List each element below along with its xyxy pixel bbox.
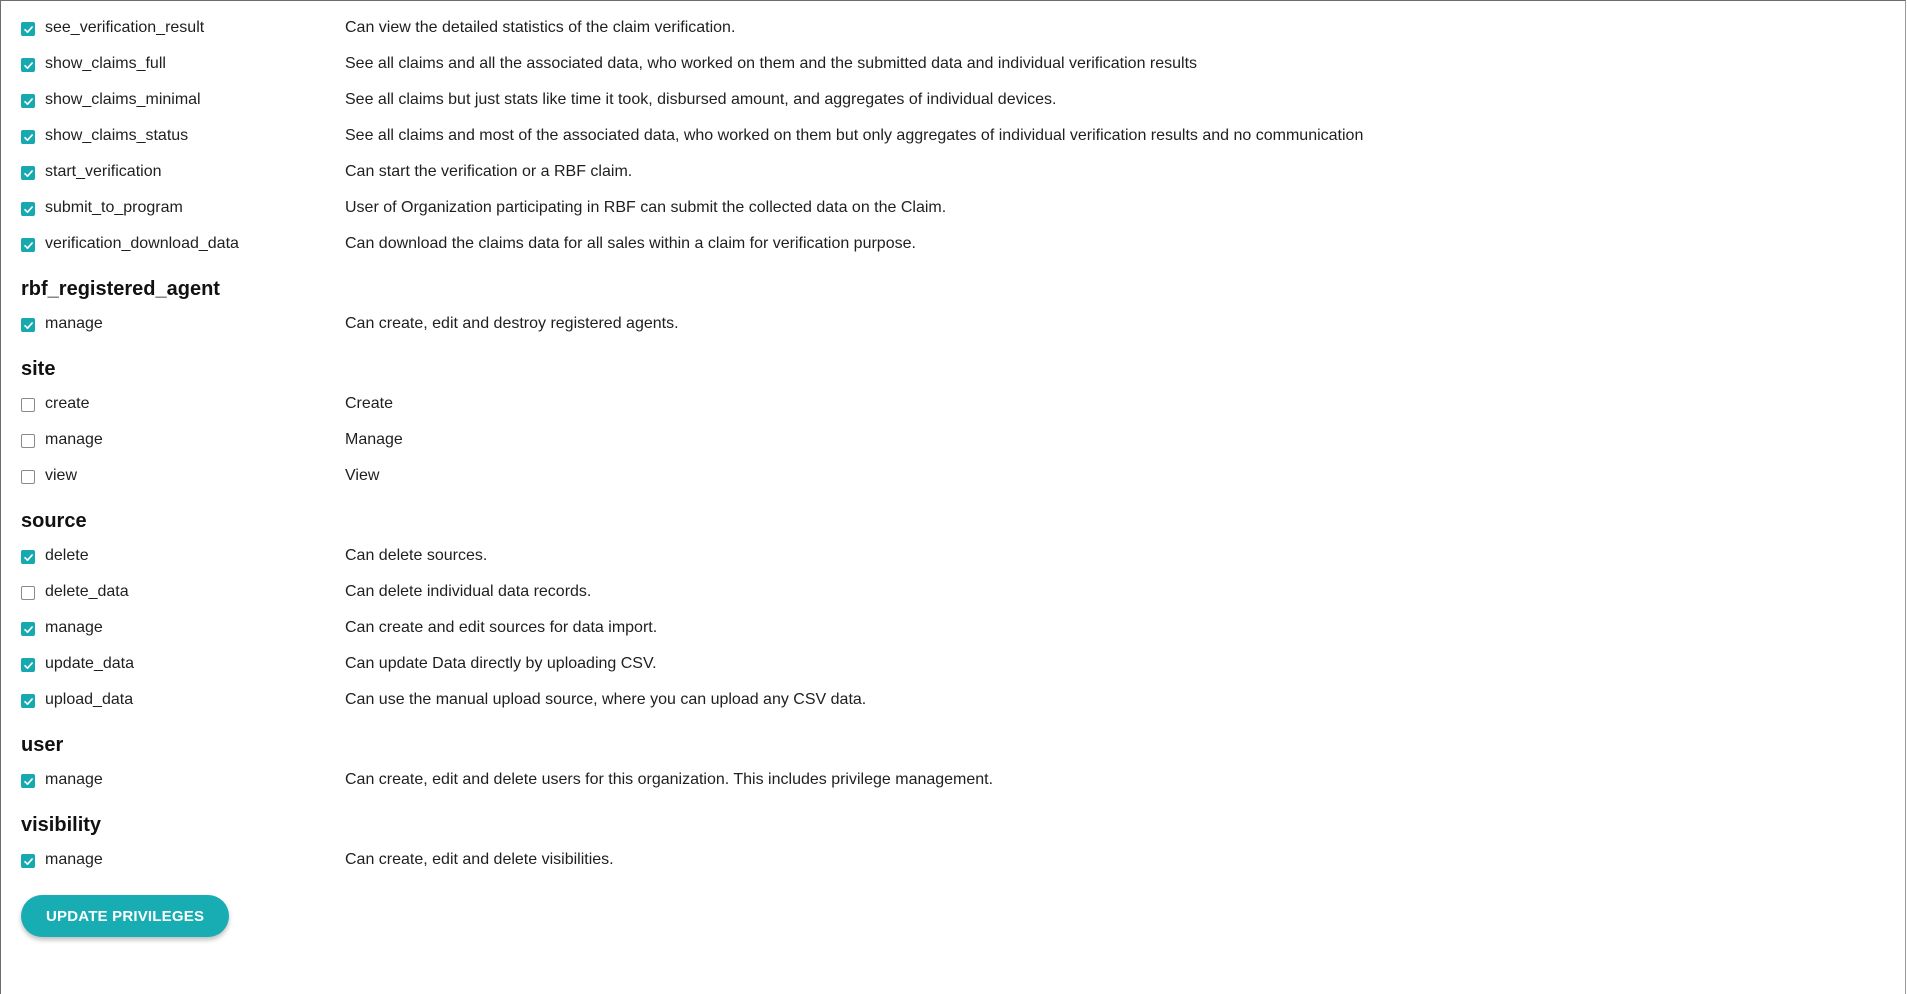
privilege-name[interactable]: show_claims_status	[45, 127, 189, 144]
privilege-checkbox[interactable]	[21, 586, 35, 600]
privilege-checkbox[interactable]	[21, 434, 35, 448]
check-icon	[23, 696, 34, 707]
privilege-checkbox[interactable]	[21, 22, 35, 36]
privilege-description: Can create and edit sources for data import.	[345, 619, 658, 636]
privilege-checkbox[interactable]	[21, 130, 35, 144]
check-icon	[23, 132, 34, 143]
privilege-name[interactable]: create	[45, 395, 90, 412]
privileges-list	[21, 10, 1881, 878]
privilege-description: Can delete sources.	[345, 547, 488, 564]
check-icon	[23, 776, 34, 787]
privilege-row	[21, 10, 1881, 46]
check-icon	[23, 856, 34, 867]
check-icon	[23, 624, 34, 635]
privilege-row	[21, 46, 1881, 82]
privilege-row	[21, 610, 1881, 646]
privilege-name[interactable]: start_verification	[45, 163, 162, 180]
privilege-name[interactable]: submit_to_program	[45, 199, 183, 216]
group-title: rbf_registered_agent	[21, 278, 220, 300]
privilege-description: Can update Data directly by uploading CSV.	[345, 655, 657, 672]
privilege-description: See all claims and all the associated data, who worked on them and the submitted data and individual verification results	[345, 55, 1198, 72]
privilege-row	[21, 190, 1881, 226]
privilege-row	[21, 306, 1881, 342]
check-icon	[23, 168, 34, 179]
privilege-group	[21, 10, 1881, 262]
privilege-group	[21, 354, 1881, 494]
privilege-group	[21, 730, 1881, 798]
privilege-name[interactable]: manage	[45, 771, 103, 788]
privilege-description: Can download the claims data for all sales within a claim for verification purpose.	[345, 235, 916, 252]
privilege-name[interactable]: view	[45, 467, 78, 484]
privilege-checkbox[interactable]	[21, 238, 35, 252]
privilege-row	[21, 842, 1881, 878]
privilege-name[interactable]: see_verification_result	[45, 19, 205, 36]
privilege-description: Create	[345, 395, 394, 412]
privilege-row	[21, 422, 1881, 458]
check-icon	[23, 204, 34, 215]
privilege-description: Can view the detailed statistics of the claim verification.	[345, 19, 736, 36]
privilege-name[interactable]: show_claims_minimal	[45, 91, 201, 108]
privilege-name[interactable]: manage	[45, 619, 103, 636]
privilege-description: User of Organization participating in RBF can submit the collected data on the Claim.	[345, 199, 947, 216]
privilege-checkbox[interactable]	[21, 854, 35, 868]
privilege-name[interactable]: delete	[45, 547, 89, 564]
privilege-checkbox[interactable]	[21, 774, 35, 788]
privilege-row	[21, 574, 1881, 610]
privilege-name[interactable]: upload_data	[45, 691, 134, 708]
privilege-checkbox[interactable]	[21, 694, 35, 708]
privilege-description: Can create, edit and delete visibilities.	[345, 851, 614, 868]
check-icon	[23, 24, 34, 35]
privilege-row	[21, 118, 1881, 154]
privilege-group	[21, 506, 1881, 718]
privilege-description: View	[345, 467, 380, 484]
group-title: site	[21, 358, 56, 380]
group-title: visibility	[21, 814, 102, 836]
privilege-row	[21, 386, 1881, 422]
privilege-name[interactable]: delete_data	[45, 583, 129, 600]
privilege-name[interactable]: manage	[45, 851, 103, 868]
privilege-group	[21, 274, 1881, 342]
privilege-checkbox[interactable]	[21, 94, 35, 108]
privilege-row	[21, 82, 1881, 118]
privilege-checkbox[interactable]	[21, 398, 35, 412]
privilege-checkbox[interactable]	[21, 622, 35, 636]
privilege-row	[21, 646, 1881, 682]
check-icon	[23, 60, 34, 71]
privilege-checkbox[interactable]	[21, 318, 35, 332]
privilege-name[interactable]: manage	[45, 431, 103, 448]
privilege-checkbox[interactable]	[21, 202, 35, 216]
privilege-row	[21, 154, 1881, 190]
privilege-description: Can start the verification or a RBF claim.	[345, 163, 633, 180]
group-title: source	[21, 510, 87, 532]
privilege-checkbox[interactable]	[21, 166, 35, 180]
privilege-description: Can create, edit and delete users for this organization. This includes privilege management.	[345, 771, 994, 788]
privilege-group	[21, 810, 1881, 878]
privilege-checkbox[interactable]	[21, 550, 35, 564]
check-icon	[23, 96, 34, 107]
check-icon	[23, 320, 34, 331]
privilege-name[interactable]: show_claims_full	[45, 55, 166, 72]
privilege-description: See all claims and most of the associated data, who worked on them but only aggregates of individual verification results and no communication	[345, 127, 1364, 144]
privilege-checkbox[interactable]	[21, 58, 35, 72]
group-title: user	[21, 734, 64, 756]
privilege-description: Manage	[345, 431, 403, 448]
privilege-row	[21, 682, 1881, 718]
privilege-checkbox[interactable]	[21, 658, 35, 672]
check-icon	[23, 552, 34, 563]
privilege-description: See all claims but just stats like time it took, disbursed amount, and aggregates of individual devices.	[345, 91, 1057, 108]
privilege-row	[21, 226, 1881, 262]
privilege-description: Can use the manual upload source, where you can upload any CSV data.	[345, 691, 867, 708]
privilege-name[interactable]: update_data	[45, 655, 134, 672]
update-privileges-button[interactable]: UPDATE PRIVILEGES	[21, 895, 229, 937]
privilege-name[interactable]: verification_download_data	[45, 235, 239, 252]
privilege-row	[21, 762, 1881, 798]
privilege-name[interactable]: manage	[45, 315, 103, 332]
privilege-description: Can create, edit and destroy registered agents.	[345, 315, 679, 332]
check-icon	[23, 660, 34, 671]
privilege-row	[21, 538, 1881, 574]
privilege-description: Can delete individual data records.	[345, 583, 592, 600]
privilege-row	[21, 458, 1881, 494]
privilege-checkbox[interactable]	[21, 470, 35, 484]
check-icon	[23, 240, 34, 251]
